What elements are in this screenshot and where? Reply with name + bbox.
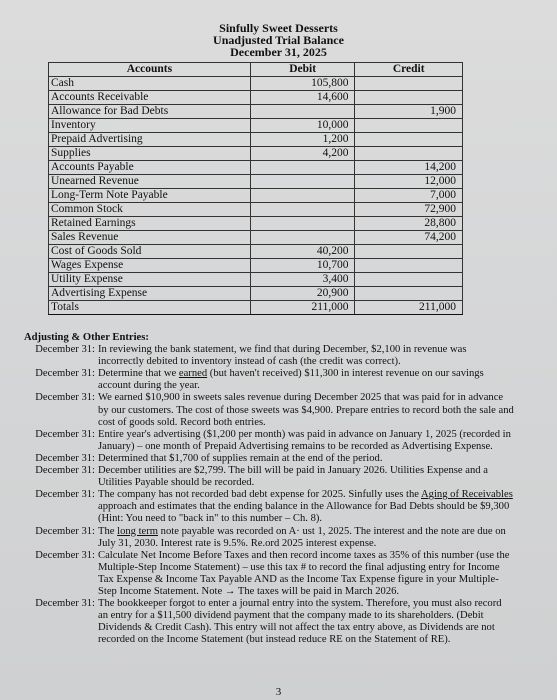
- entry-item: [24, 344, 514, 368]
- credit-cell: 1,900: [355, 105, 463, 119]
- debit-cell: [250, 105, 355, 119]
- entry-text-part: Determine that we: [98, 368, 179, 380]
- adjusting-entries: [24, 332, 514, 646]
- adjusting-heading: Adjusting & Other Entries:: [24, 332, 149, 343]
- totals-row: [49, 301, 463, 315]
- entry-item: [24, 392, 514, 428]
- account-cell: Accounts Payable: [49, 161, 251, 175]
- account-cell: Retained Earnings: [49, 217, 251, 231]
- entry-text: [98, 368, 514, 392]
- table-row: [49, 273, 463, 287]
- account-cell: Advertising Expense: [49, 287, 251, 301]
- debit-cell: 20,900: [250, 287, 355, 301]
- underlined-text: Aging of Receivables: [421, 489, 513, 501]
- entry-text: [98, 489, 514, 525]
- entry-text: Calculate Net Income Before Taxes and then record income taxes as 35% of this number (use the Multiple-Step Income Statement) – use this tax # to record the final adjusting entry for Income Tax Expense & Income Tax Payable AND as the Income Tax Expense figure in your Multiple-Step Income Statement. Note → The taxes will be paid in March 2026.: [98, 549, 510, 597]
- account-cell: Cash: [49, 77, 251, 91]
- entry-text: [98, 526, 514, 550]
- entry-item: [24, 526, 514, 550]
- entry-item: [24, 453, 514, 465]
- report-title: Unadjusted Trial Balance: [213, 33, 344, 47]
- debit-cell: [250, 217, 355, 231]
- entry-date: December 31:: [35, 598, 95, 610]
- credit-cell: [355, 273, 463, 287]
- account-cell: Inventory: [49, 119, 251, 133]
- entry-text: Entire year's advertising ($1,200 per month) was paid in advance on January 1, 2025 (recorded in January) – one month of Prepaid Advertising remains to be recorded as Advertising Expense.: [98, 428, 511, 452]
- credit-cell: 72,900: [355, 203, 463, 217]
- table-row: [49, 119, 463, 133]
- credit-cell: [355, 287, 463, 301]
- credit-cell: 7,000: [355, 189, 463, 203]
- table-row: [49, 189, 463, 203]
- table-row: [49, 245, 463, 259]
- entry-item: [24, 598, 514, 646]
- table-row: [49, 175, 463, 189]
- credit-cell: [355, 91, 463, 105]
- underlined-text: earned: [178, 368, 208, 380]
- debit-cell: 40,200: [250, 245, 355, 259]
- entry-date: December 31:: [35, 392, 95, 404]
- debit-cell: [250, 189, 355, 203]
- debit-cell: [250, 175, 355, 189]
- table-row: [49, 217, 463, 231]
- account-cell: Sales Revenue: [49, 231, 251, 245]
- debit-cell: 10,700: [250, 259, 355, 273]
- credit-header: Credit: [355, 63, 463, 77]
- entry-text: The bookkeeper forgot to enter a journal entry into the system. Therefore, you must also record an entry for a $11,500 dividend payment that the company made to its shareholders. (Debit Dividends & Credit Cash). This entry will not affect the tax entry above, as Dividends are not recorded on the Income Statement (but instead reduce RE on the Statement of RE).: [98, 598, 502, 646]
- account-cell: Allowance for Bad Debts: [49, 105, 251, 119]
- entry-date: December 31:: [35, 368, 95, 380]
- debit-cell: 14,600: [250, 91, 355, 105]
- debit-cell: [250, 231, 355, 245]
- account-cell: Accounts Receivable: [49, 91, 251, 105]
- account-cell: Unearned Revenue: [49, 175, 251, 189]
- account-cell: Prepaid Advertising: [49, 133, 251, 147]
- table-row: [49, 77, 463, 91]
- entry-text-part: The company has not recorded bad debt expense for 2025. Sinfully uses the: [98, 489, 422, 501]
- debit-cell: 4,200: [250, 147, 355, 161]
- table-row: [49, 161, 463, 175]
- debit-cell: [250, 161, 355, 175]
- account-cell: Long-Term Note Payable: [49, 189, 251, 203]
- credit-cell: [355, 147, 463, 161]
- totals-label: Totals: [49, 301, 251, 315]
- entry-date: December 31:: [35, 465, 95, 477]
- entry-text-part: approach and estimates that the ending balance in the Allowance for Bad Debts should be $9,300 (Hint: You need to "back in" to this number – Ch. 8).: [98, 501, 510, 525]
- account-cell: Supplies: [49, 147, 251, 161]
- report-date: December 31, 2025: [230, 45, 327, 59]
- entry-date: December 31:: [35, 549, 95, 561]
- page-number: 3: [275, 686, 282, 698]
- accounts-header: Accounts: [49, 63, 251, 77]
- credit-cell: [355, 119, 463, 133]
- debit-cell: 1,200: [250, 133, 355, 147]
- entry-item: [24, 465, 514, 489]
- debit-cell: 10,000: [250, 119, 355, 133]
- debit-cell: 105,800: [250, 77, 355, 91]
- credit-cell: 14,200: [355, 161, 463, 175]
- credit-cell: [355, 133, 463, 147]
- total-debit: 211,000: [250, 301, 355, 315]
- table-row: [49, 287, 463, 301]
- entry-date: December 31:: [35, 428, 95, 440]
- entry-text-part: (but haven't received) $11,300 in interest revenue on our savings account during the year.: [98, 368, 484, 392]
- table-row: [49, 91, 463, 105]
- trial-balance-table: [48, 62, 463, 315]
- entry-item: [24, 368, 514, 392]
- debit-header: Debit: [250, 63, 355, 77]
- credit-cell: [355, 259, 463, 273]
- table-row: [49, 231, 463, 245]
- entry-date: December 31:: [35, 489, 95, 501]
- entry-text: In reviewing the bank statement, we find that during December, $2,100 in revenue was incorrectly debited to inventory instead of cash (the credit was correct).: [98, 344, 467, 368]
- entry-text: December utilities are $2,799. The bill will be paid in January 2026. Utilities Expense and a Utilities Payable should be recorded.: [98, 465, 488, 489]
- table-header-row: [49, 63, 463, 77]
- entry-date: December 31:: [35, 452, 95, 464]
- credit-cell: 12,000: [355, 175, 463, 189]
- entry-text: We earned $10,900 in sweets sales revenue during December 2025 that was paid for in advance by our customers. The cost of those sweets was $4,900. Prepare entries to record both the sale and cost of goods sold. Record both entries.: [98, 392, 514, 428]
- table-row: [49, 147, 463, 161]
- entry-text-part: The: [98, 525, 118, 537]
- entry-item: [24, 550, 514, 598]
- entry-item: [24, 489, 514, 525]
- entry-date: December 31:: [35, 525, 95, 537]
- debit-cell: [250, 203, 355, 217]
- account-cell: Cost of Goods Sold: [49, 245, 251, 259]
- credit-cell: [355, 77, 463, 91]
- total-credit: 211,000: [355, 301, 463, 315]
- account-cell: Utility Expense: [49, 273, 251, 287]
- debit-cell: 3,400: [250, 273, 355, 287]
- underlined-text: long term: [117, 525, 159, 537]
- table-row: [49, 203, 463, 217]
- entry-text: Determined that $1,700 of supplies remain at the end of the period.: [98, 452, 383, 464]
- credit-cell: 74,200: [355, 231, 463, 245]
- account-cell: Wages Expense: [49, 259, 251, 273]
- table-row: [49, 259, 463, 273]
- table-row: [49, 105, 463, 119]
- account-cell: Common Stock: [49, 203, 251, 217]
- table-row: [49, 133, 463, 147]
- entry-date: December 31:: [35, 344, 95, 356]
- entry-text-part: note payable was recorded on A· ust 1, 2025. The interest and the note are due on July 31, 2030. Interest rate is 9.5%. Re.ord 2025 interest expense.: [98, 525, 506, 549]
- credit-cell: [355, 245, 463, 259]
- credit-cell: 28,800: [355, 217, 463, 231]
- company-name: Sinfully Sweet Desserts: [219, 21, 338, 35]
- entry-item: [24, 429, 514, 453]
